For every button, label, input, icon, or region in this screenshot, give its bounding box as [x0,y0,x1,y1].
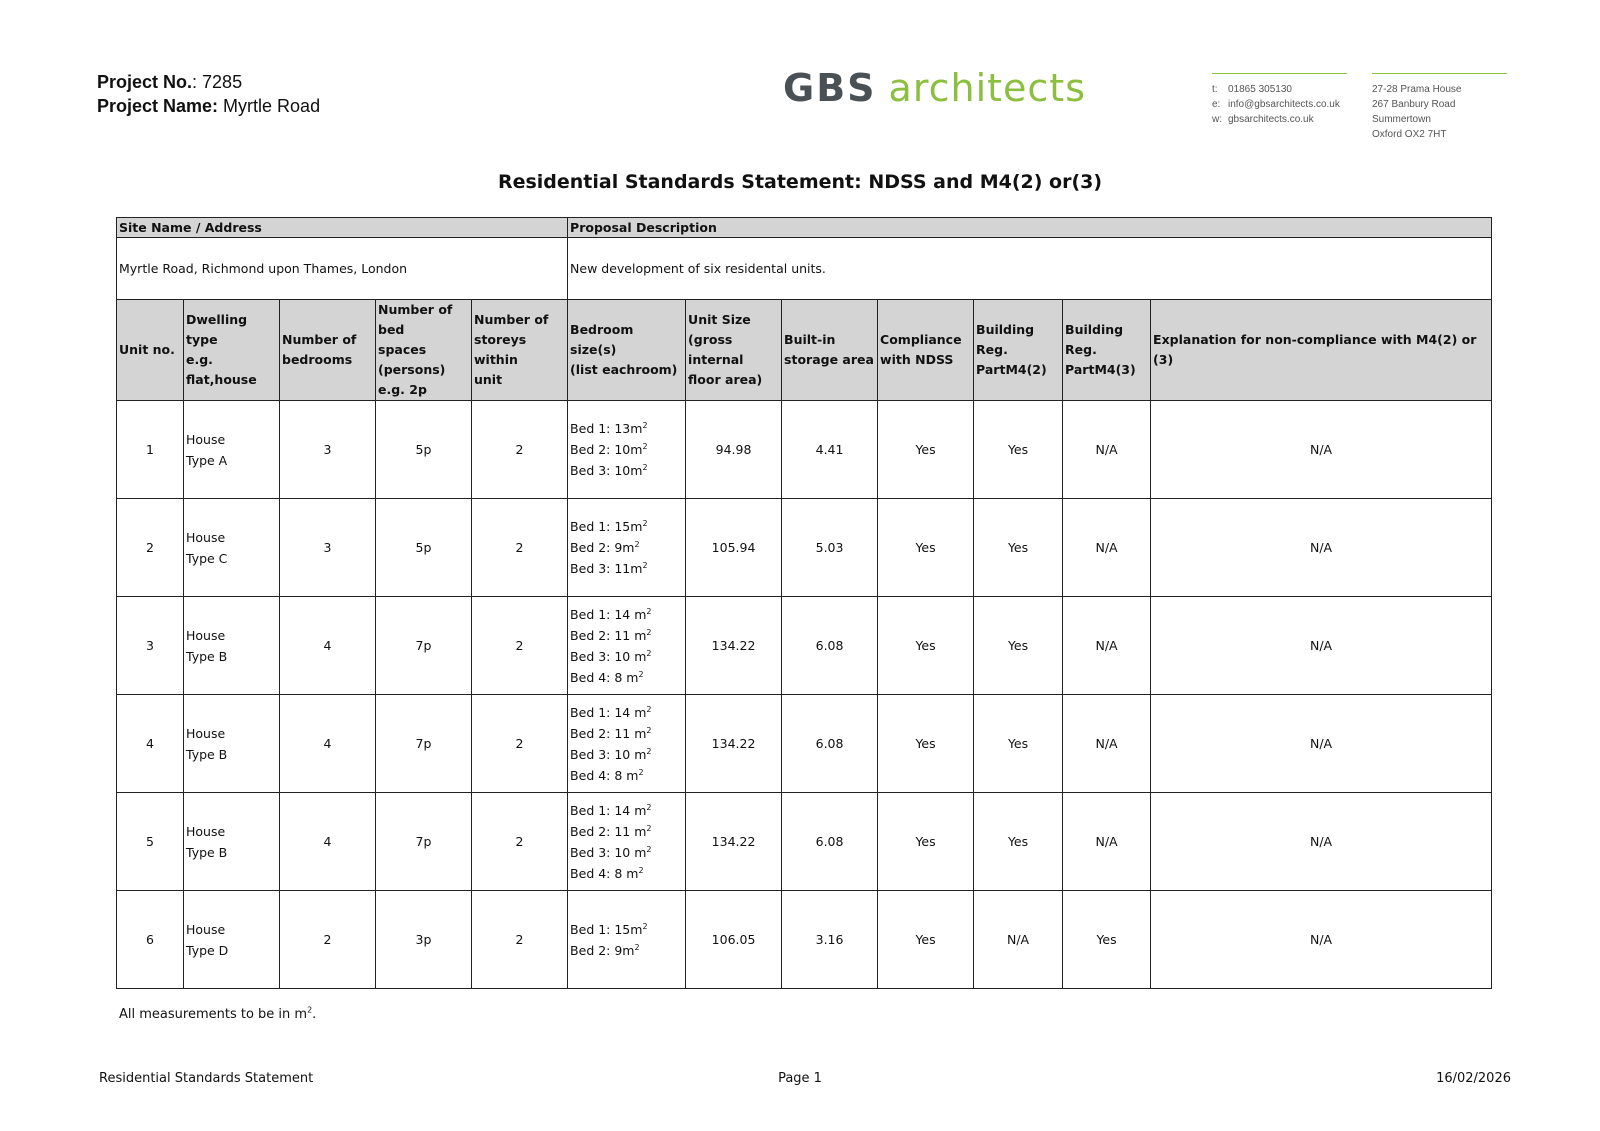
part-m42: Yes [974,597,1063,695]
bedroom-count: 3 [280,401,376,499]
unit-size: 94.98 [686,401,782,499]
part-m43: N/A [1063,499,1151,597]
column-header: Number of storeys within unit [472,300,568,401]
column-header: Dwelling type e.g. flat,house [184,300,280,401]
company-logo [783,66,1086,111]
part-m43: N/A [1063,793,1151,891]
bedroom-sizes: Bed 1: $15m^2$ Bed 2: $9m^2$ Bed 3: $11m^2$ [568,499,686,597]
part-m43: Yes [1063,891,1151,989]
contact-phone: 01865 305130 [1228,84,1292,95]
unit-number: 2 [117,499,184,597]
bed-spaces: 7p [376,597,472,695]
bed-spaces: 7p [376,695,472,793]
unit-size: 134.22 [686,695,782,793]
column-header: Building Reg. PartM4(2) [974,300,1063,401]
column-header: Bedroom size(s) (list eachroom) [568,300,686,401]
column-header: Number of bedrooms [280,300,376,401]
bedroom-count: 3 [280,499,376,597]
part-m43: N/A [1063,695,1151,793]
part-m42: Yes [974,793,1063,891]
unit-size: 105.94 [686,499,782,597]
document-title: Residential Standards Statement: NDSS and M4(2) or(3) [497,171,1103,193]
table-row [117,401,1492,499]
storeys: 2 [472,793,568,891]
non-compliance-explanation: N/A [1151,695,1492,793]
storeys: 2 [472,891,568,989]
column-header: Number of bed spaces (persons) e.g. 2p [376,300,472,401]
proposal-description: New development of six residental units. [568,238,1492,300]
bedroom-count: 4 [280,597,376,695]
bedroom-sizes: Bed 1: 14 $m^2$ Bed 2: 11 $m^2$ Bed 3: 10 $m^2$ Bed 4: 8 $m^2$ [568,597,686,695]
bedroom-sizes: Bed 1: $15m^2$ Bed 2: $9m^2$ [568,891,686,989]
bed-spaces: 3p [376,891,472,989]
column-header: Building Reg. PartM4(3) [1063,300,1151,401]
footer-date: 16/02/2026 [1436,1071,1511,1086]
table-row [117,695,1492,793]
dwelling-type: House Type B [184,695,280,793]
unit-number: 1 [117,401,184,499]
bedroom-sizes: Bed 1: 14 $m^2$ Bed 2: 11 $m^2$ Bed 3: 10 $m^2$ Bed 4: 8 $m^2$ [568,793,686,891]
unit-number: 4 [117,695,184,793]
part-m43: N/A [1063,597,1151,695]
unit-size: 106.05 [686,891,782,989]
logo-secondary: architects [888,66,1087,110]
non-compliance-explanation: N/A [1151,891,1492,989]
unit-number: 5 [117,793,184,891]
storage-area: 6.08 [782,597,878,695]
dwelling-type: House Type D [184,891,280,989]
ndss-compliance: Yes [878,401,974,499]
site-header: Site Name / Address [117,218,568,238]
standards-table [116,217,1492,989]
storeys: 2 [472,695,568,793]
part-m42: N/A [974,891,1063,989]
dwelling-type: House Type B [184,597,280,695]
part-m42: Yes [974,695,1063,793]
bedroom-count: 4 [280,695,376,793]
contact-website: gbsarchitects.co.uk [1228,114,1314,125]
bedroom-count: 4 [280,793,376,891]
table-row [117,891,1492,989]
unit-number: 3 [117,597,184,695]
part-m42: Yes [974,499,1063,597]
contact-email: info@gbsarchitects.co.uk [1228,99,1340,110]
bedroom-count: 2 [280,891,376,989]
storeys: 2 [472,597,568,695]
storage-area: 3.16 [782,891,878,989]
part-m42: Yes [974,401,1063,499]
column-header: Unit no. [117,300,184,401]
site-address: Myrtle Road, Richmond upon Thames, London [117,238,568,300]
bed-spaces: 7p [376,793,472,891]
storage-area: 5.03 [782,499,878,597]
column-header: Built-in storage area [782,300,878,401]
footnote: All measurements to be in $m^2$. [119,1005,317,1022]
project-number: Project No.: 7285 [97,72,243,92]
dwelling-type: House Type A [184,401,280,499]
part-m43: N/A [1063,401,1151,499]
bed-spaces: 5p [376,499,472,597]
storage-area: 6.08 [782,793,878,891]
unit-size: 134.22 [686,597,782,695]
contact-details: t: 01865 305130 e: info@gbsarchitects.co.uk w: gbsarchitects.co.uk [1212,73,1347,127]
table-row [117,597,1492,695]
contact-address: 27-28 Prama House 267 Banbury Road Summertown Oxford OX2 7HT [1372,73,1507,142]
ndss-compliance: Yes [878,695,974,793]
ndss-compliance: Yes [878,891,974,989]
dwelling-type: House Type B [184,793,280,891]
bedroom-sizes: Bed 1: 14 $m^2$ Bed 2: 11 $m^2$ Bed 3: 10 $m^2$ Bed 4: 8 $m^2$ [568,695,686,793]
non-compliance-explanation: N/A [1151,499,1492,597]
storage-area: 6.08 [782,695,878,793]
project-name: Project Name: Myrtle Road [97,96,321,116]
storage-area: 4.41 [782,401,878,499]
table-row [117,499,1492,597]
unit-number: 6 [117,891,184,989]
unit-size: 134.22 [686,793,782,891]
non-compliance-explanation: N/A [1151,793,1492,891]
project-info [97,70,320,118]
bedroom-sizes: Bed 1: $13m^2$ Bed 2: $10m^2$ Bed 3: $10m^2$ [568,401,686,499]
storeys: 2 [472,401,568,499]
footer-document-name: Residential Standards Statement [99,1071,314,1086]
ndss-compliance: Yes [878,499,974,597]
dwelling-type: House Type C [184,499,280,597]
column-header: Explanation for non-compliance with M4(2) or (3) [1151,300,1492,401]
column-header: Unit Size (gross internal floor area) [686,300,782,401]
non-compliance-explanation: N/A [1151,597,1492,695]
ndss-compliance: Yes [878,793,974,891]
logo-primary: GBS [783,66,877,110]
bed-spaces: 5p [376,401,472,499]
column-headers [117,300,1492,401]
proposal-header: Proposal Description [568,218,1492,238]
unit-rows [117,401,1492,989]
storeys: 2 [472,499,568,597]
table-row [117,793,1492,891]
ndss-compliance: Yes [878,597,974,695]
non-compliance-explanation: N/A [1151,401,1492,499]
column-header: Compliance with NDSS [878,300,974,401]
footer-page-number: Page 1 [778,1071,822,1086]
